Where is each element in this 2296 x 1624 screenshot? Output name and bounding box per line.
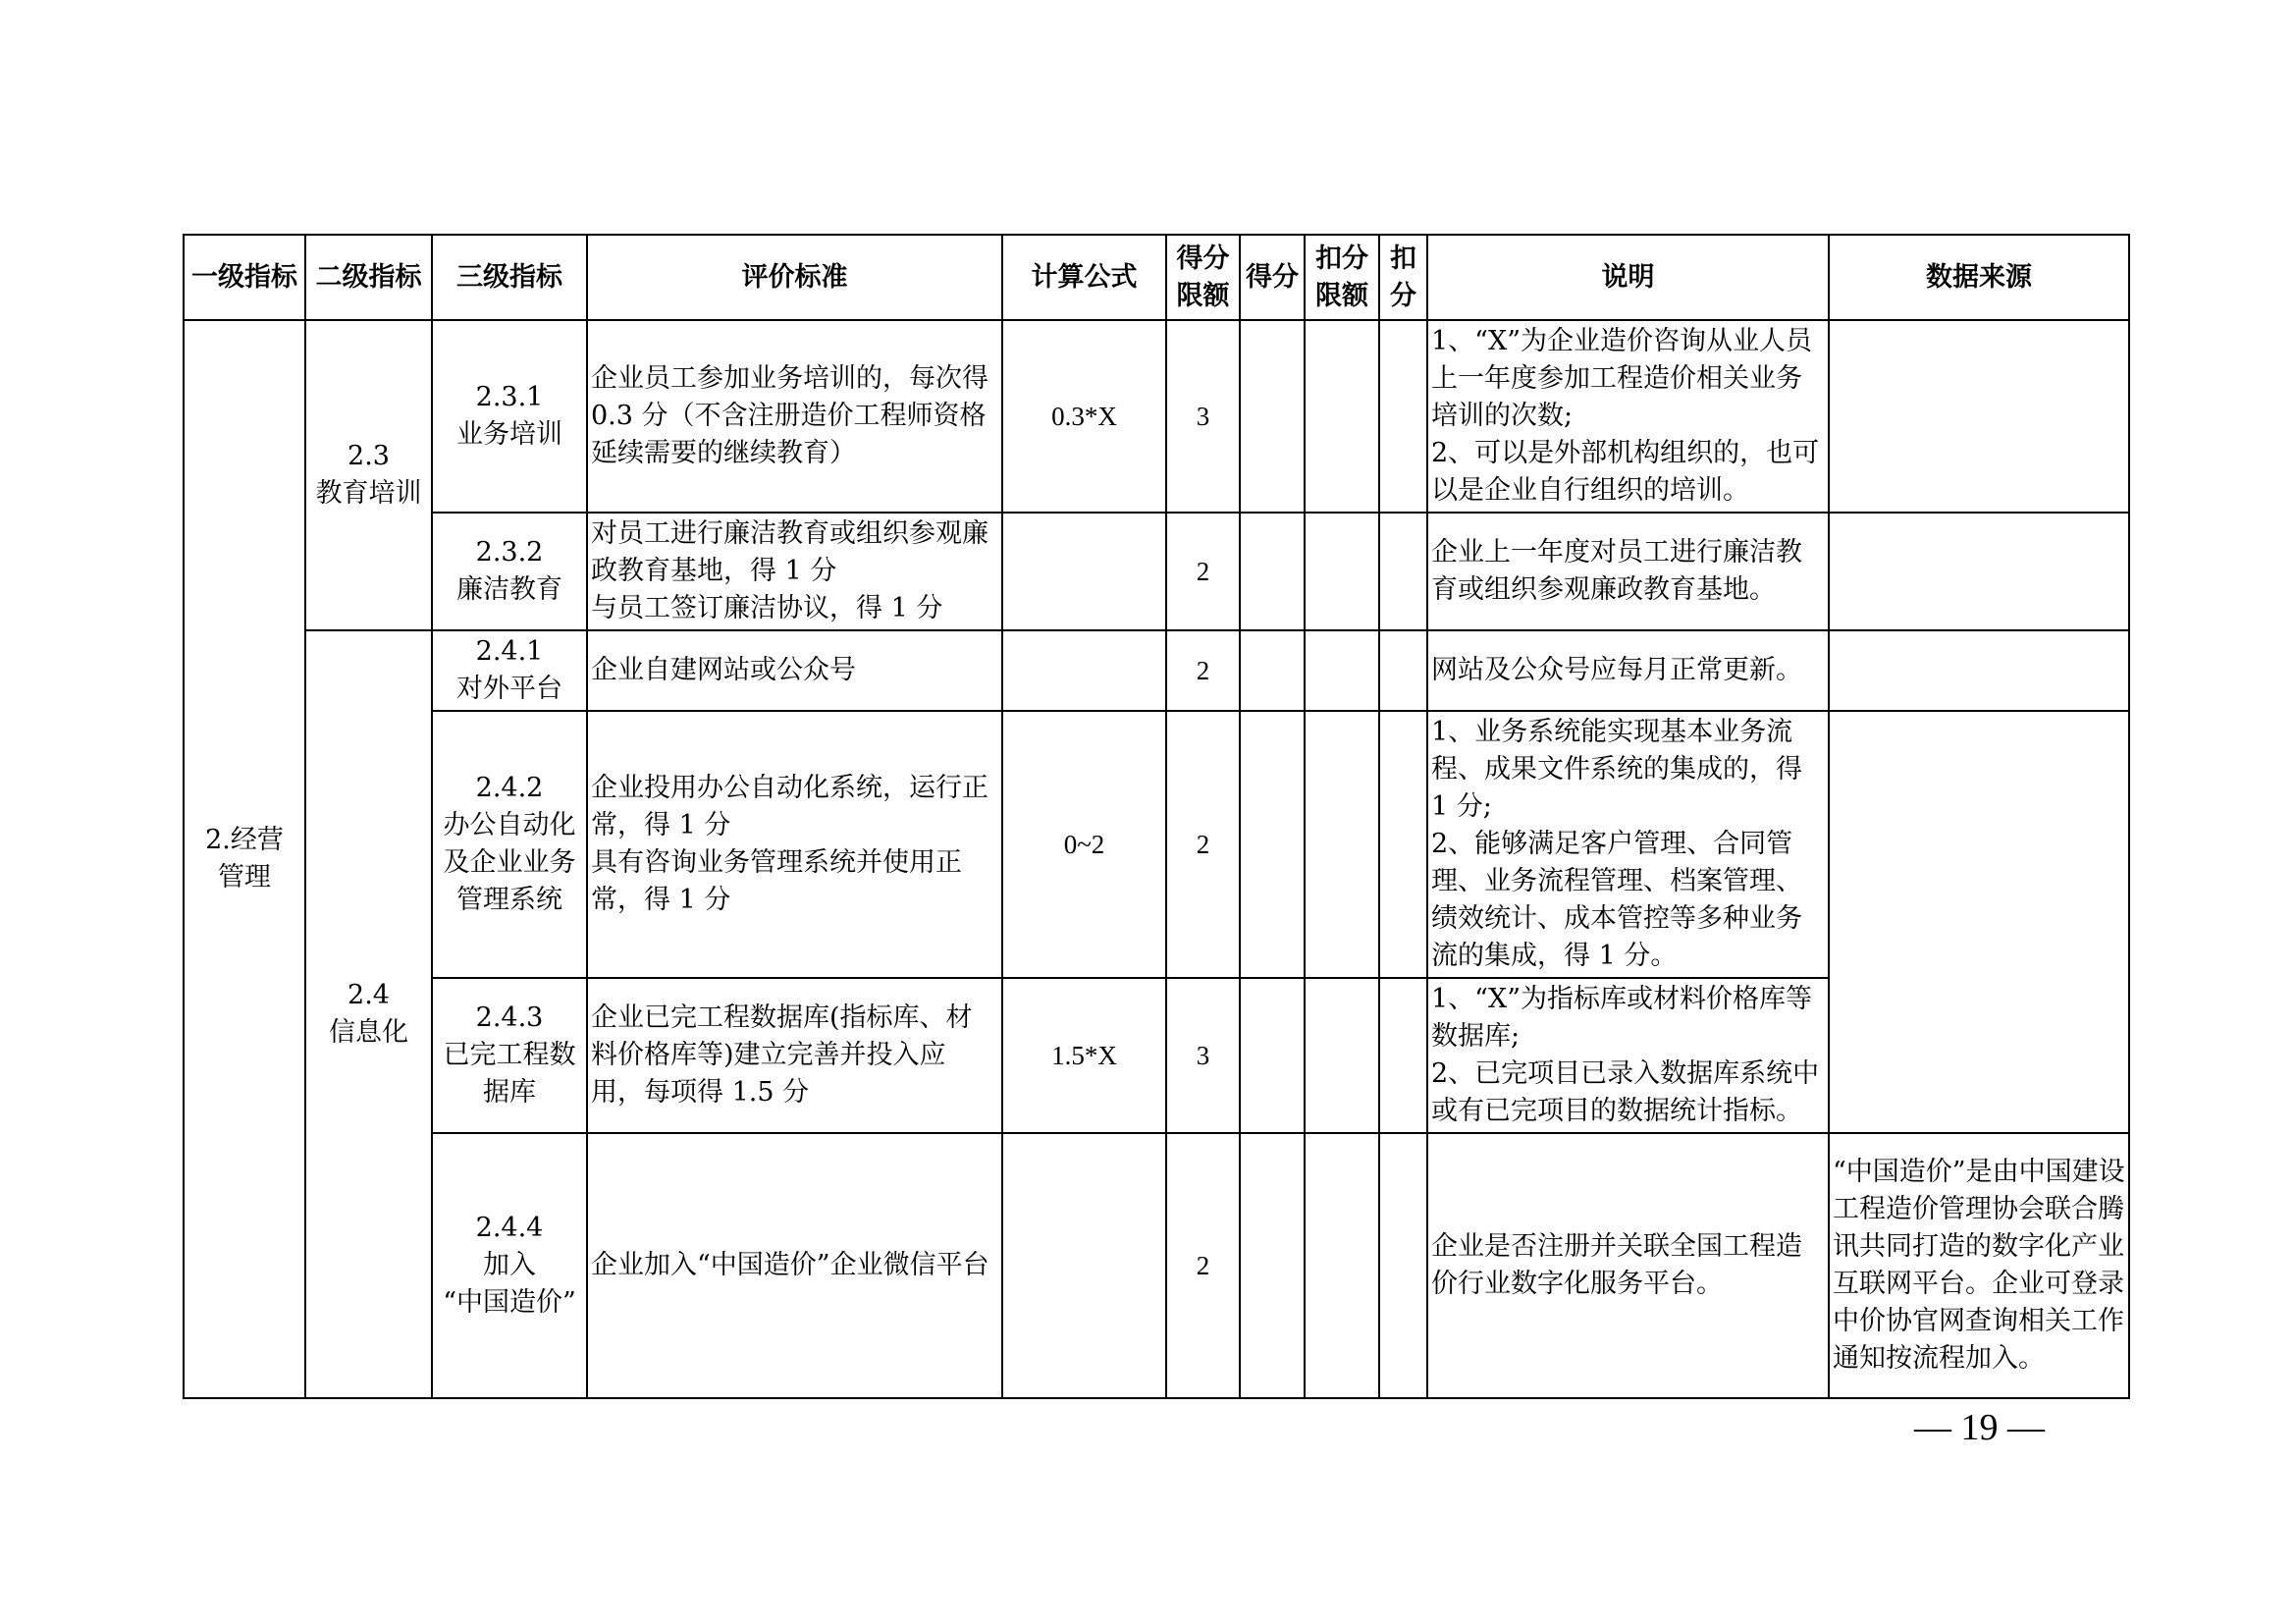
limit-cell: 2 — [1166, 630, 1240, 711]
source-cell — [1829, 630, 2129, 711]
table-row — [184, 711, 2129, 978]
formula-cell: 0~2 — [1002, 711, 1166, 978]
header-level2: 二级指标 — [305, 235, 432, 320]
level3-cell: 2.4.2 办公自动化及企业业务管理系统 — [432, 711, 587, 978]
level3-cell: 2.4.1 对外平台 — [432, 630, 587, 711]
table-row — [184, 630, 2129, 711]
deduct-cell — [1379, 1133, 1427, 1398]
formula-cell — [1002, 1133, 1166, 1398]
deduct-limit-cell — [1305, 1133, 1379, 1398]
limit-cell: 2 — [1166, 711, 1240, 978]
note-cell: 1、业务系统能实现基本业务流程、成果文件系统的集成的，得 1 分; 2、能够满足客户管理、合同管理、业务流程管理、档案管理、绩效统计、成本管控等多种业务流的集成，得 1 分。 — [1427, 711, 1829, 978]
standard-cell: 企业已完工程数据库(指标库、材料价格库等)建立完善并投入应用，每项得 1.5 分 — [587, 978, 1002, 1133]
level2-cell: 2.3 教育培训 — [305, 320, 432, 630]
formula-cell — [1002, 513, 1166, 630]
table-header-row — [184, 235, 2129, 320]
standard-cell: 企业自建网站或公众号 — [587, 630, 1002, 711]
header-level3: 三级指标 — [432, 235, 587, 320]
level3-cell: 2.4.4 加入 “中国造价” — [432, 1133, 587, 1398]
standard-cell: 企业加入“中国造价”企业微信平台 — [587, 1133, 1002, 1398]
score-cell — [1240, 1133, 1305, 1398]
table-row — [184, 513, 2129, 630]
formula-cell: 0.3*X — [1002, 320, 1166, 513]
deduct-limit-cell — [1305, 320, 1379, 513]
level3-cell: 2.4.3 已完工程数据库 — [432, 978, 587, 1133]
note-cell: 1、“X”为企业造价咨询从业人员上一年度参加工程造价相关业务培训的次数; 2、可以是外部机构组织的，也可以是企业自行组织的培训。 — [1427, 320, 1829, 513]
source-cell — [1829, 513, 2129, 630]
score-cell — [1240, 513, 1305, 630]
note-cell: 1、“X”为指标库或材料价格库等数据库; 2、已完项目已录入数据库系统中或有已完项目的数据统计指标。 — [1427, 978, 1829, 1133]
header-note: 说明 — [1427, 235, 1829, 320]
deduct-cell — [1379, 513, 1427, 630]
limit-cell: 2 — [1166, 513, 1240, 630]
limit-cell: 3 — [1166, 320, 1240, 513]
deduct-limit-cell — [1305, 513, 1379, 630]
deduct-cell — [1379, 630, 1427, 711]
level3-cell: 2.3.2 廉洁教育 — [432, 513, 587, 630]
evaluation-table — [183, 234, 2130, 1399]
deduct-cell — [1379, 711, 1427, 978]
header-formula: 计算公式 — [1002, 235, 1166, 320]
header-level1: 一级指标 — [184, 235, 305, 320]
standard-cell: 企业员工参加业务培训的，每次得 0.3 分（不含注册造价工程师资格延续需要的继续教育） — [587, 320, 1002, 513]
header-source: 数据来源 — [1829, 235, 2129, 320]
standard-cell: 对员工进行廉洁教育或组织参观廉政教育基地，得 1 分 与员工签订廉洁协议，得 1 分 — [587, 513, 1002, 630]
formula-cell — [1002, 630, 1166, 711]
table-row — [184, 320, 2129, 513]
standard-cell: 企业投用办公自动化系统，运行正常，得 1 分 具有咨询业务管理系统并使用正常，得 1 分 — [587, 711, 1002, 978]
deduct-cell — [1379, 978, 1427, 1133]
table-row — [184, 1133, 2129, 1398]
note-cell: 网站及公众号应每月正常更新。 — [1427, 630, 1829, 711]
deduct-limit-cell — [1305, 978, 1379, 1133]
score-cell — [1240, 630, 1305, 711]
note-cell: 企业上一年度对员工进行廉洁教育或组织参观廉政教育基地。 — [1427, 513, 1829, 630]
deduct-limit-cell — [1305, 711, 1379, 978]
score-cell — [1240, 978, 1305, 1133]
header-standard: 评价标准 — [587, 235, 1002, 320]
source-cell — [1829, 320, 2129, 513]
score-cell — [1240, 711, 1305, 978]
level3-cell: 2.3.1 业务培训 — [432, 320, 587, 513]
score-cell — [1240, 320, 1305, 513]
header-score: 得分 — [1240, 235, 1305, 320]
header-deduct: 扣 分 — [1379, 235, 1427, 320]
deduct-limit-cell — [1305, 630, 1379, 711]
source-cell — [1829, 711, 2129, 1133]
level1-cell: 2.经营 管理 — [184, 320, 305, 1398]
level2-cell: 2.4 信息化 — [305, 630, 432, 1398]
note-cell: 企业是否注册并关联全国工程造价行业数字化服务平台。 — [1427, 1133, 1829, 1398]
limit-cell: 2 — [1166, 1133, 1240, 1398]
header-score-limit: 得分 限额 — [1166, 235, 1240, 320]
formula-cell: 1.5*X — [1002, 978, 1166, 1133]
page-number: — 19 — — [1914, 1407, 2045, 1448]
limit-cell: 3 — [1166, 978, 1240, 1133]
header-deduct-limit: 扣分 限额 — [1305, 235, 1379, 320]
deduct-cell — [1379, 320, 1427, 513]
source-cell: “中国造价”是由中国建设工程造价管理协会联合腾讯共同打造的数字化产业互联网平台。企业可登录中价协官网查询相关工作通知按流程加入。 — [1829, 1133, 2129, 1398]
